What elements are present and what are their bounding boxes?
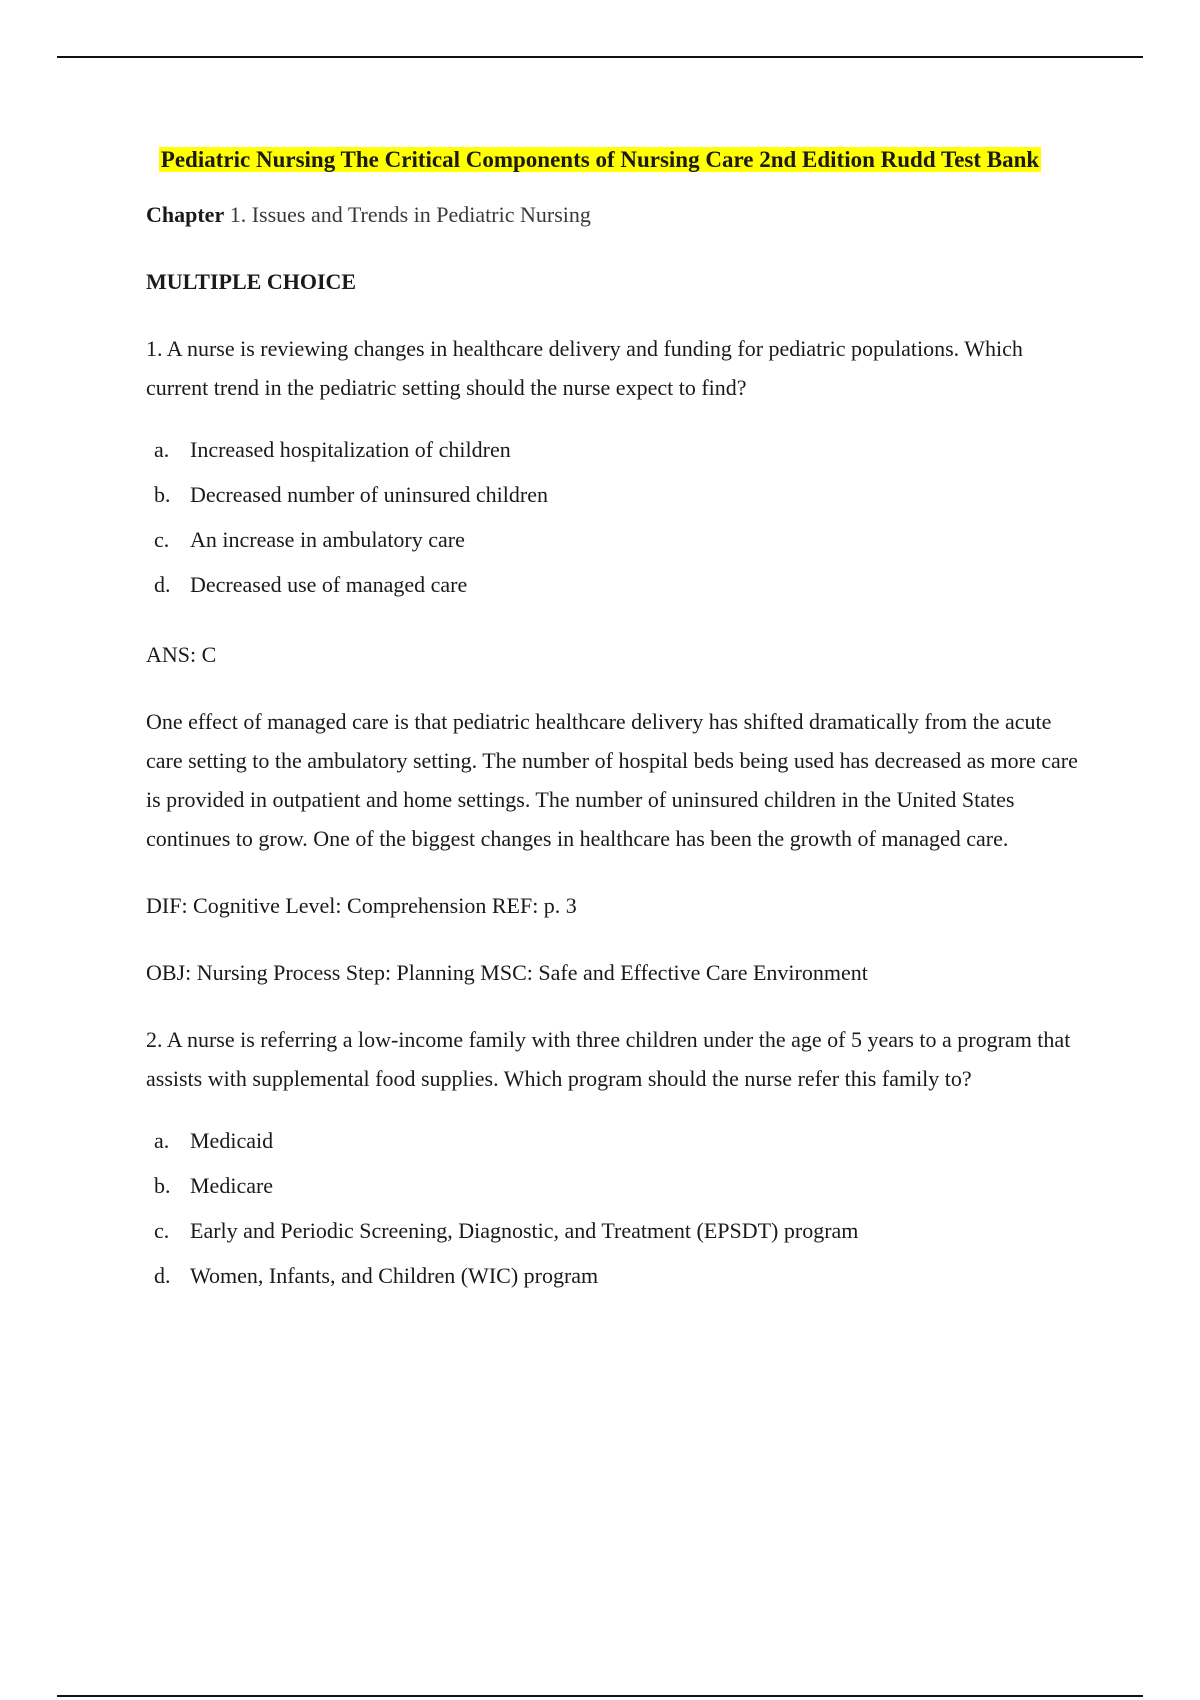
option-letter: c. (154, 527, 170, 552)
option-text: Medicare (190, 1173, 274, 1198)
option-item (146, 1208, 1086, 1253)
title-wrap (0, 140, 1200, 179)
question-2-stem: 2. A nurse is referring a low-income family with three children under the age of 5 years to a program that assists with supplemental food supplies. Which program should the nurse refer this family to? (146, 1027, 1071, 1091)
option-letter: c. (154, 1218, 170, 1243)
chapter-title: 1. Issues and Trends in Pediatric Nursing (224, 202, 591, 227)
question-1-obj: OBJ: Nursing Process Step: Planning MSC: Safe and Effective Care Environment (146, 960, 868, 985)
option-item (146, 427, 1086, 472)
option-item (146, 517, 1086, 562)
chapter-label: Chapter (146, 202, 225, 227)
document-title: Pediatric Nursing The Critical Components of Nursing Care 2nd Edition Rudd Test Bank (160, 147, 1040, 172)
option-item (146, 472, 1086, 517)
option-text: Increased hospitalization of children (190, 437, 511, 462)
option-text: Early and Periodic Screening, Diagnostic, and Treatment (EPSDT) program (190, 1218, 859, 1243)
section-heading: MULTIPLE CHOICE (146, 269, 357, 294)
question-1-options (146, 427, 1086, 607)
option-letter: a. (154, 1128, 170, 1153)
option-letter: d. (154, 1263, 171, 1288)
option-letter: b. (154, 1173, 171, 1198)
question-1-answer: ANS: C (146, 642, 217, 667)
question-1-stem: 1. A nurse is reviewing changes in healthcare delivery and funding for pediatric populations. Which current trend in the pediatric setting should the nurse expect to find? (146, 336, 1023, 400)
question-2-options (146, 1118, 1086, 1298)
option-text: Decreased number of uninsured children (190, 482, 548, 507)
option-text: Women, Infants, and Children (WIC) program (190, 1263, 599, 1288)
option-item (146, 1118, 1086, 1163)
document-body (146, 140, 1086, 1326)
option-item (146, 1253, 1086, 1298)
option-text: An increase in ambulatory care (190, 527, 465, 552)
option-letter: d. (154, 572, 171, 597)
option-letter: a. (154, 437, 170, 462)
top-rule (57, 56, 1143, 58)
option-text: Medicaid (190, 1128, 274, 1153)
option-letter: b. (154, 482, 171, 507)
option-text: Decreased use of managed care (190, 572, 468, 597)
bottom-rule (57, 1695, 1143, 1697)
question-1-dif: DIF: Cognitive Level: Comprehension REF: p. 3 (146, 893, 577, 918)
option-item (146, 1163, 1086, 1208)
option-item (146, 562, 1086, 607)
chapter-line (146, 195, 1086, 234)
question-1-rationale: One effect of managed care is that pediatric healthcare delivery has shifted dramatically from the acute care setting to the ambulatory setting. The number of hospital beds being used has decreased as more care is provided in outpatient and home settings. The number of uninsured children in the United States continues to grow. One of the biggest changes in healthcare has been the growth of managed care. (146, 709, 1078, 851)
